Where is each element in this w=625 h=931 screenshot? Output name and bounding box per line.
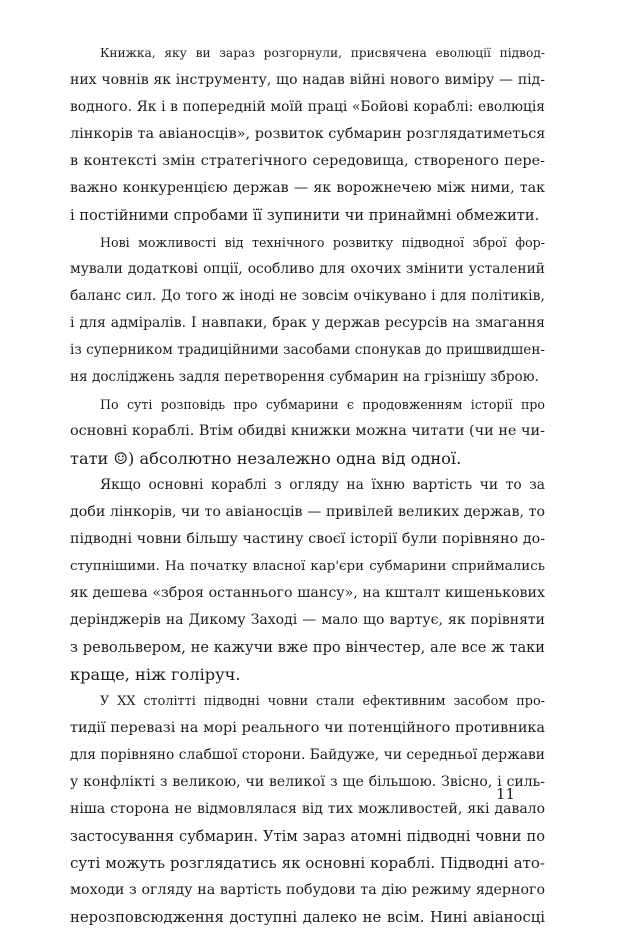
text-line: лінкорів та авіаносців», розвиток субмарин розглядатиметься xyxy=(70,126,546,142)
text-line: У XX столітті підводні човни стали ефективним засобом про- xyxy=(100,694,545,709)
text-line: водного. Як і в попередній моїй праці «Бойові кораблі: еволюція xyxy=(70,99,545,115)
text-line: застосування субмарин. Утім зараз атомні підводні човни по xyxy=(70,828,545,845)
text-line: основні кораблі. Втім обидві книжки можна читати (чи не чи- xyxy=(70,423,545,439)
page-number: 11 xyxy=(496,785,516,803)
text-line: важно конкуренцією держав — як ворожнечею між ними, так xyxy=(70,180,545,196)
page-body xyxy=(70,40,545,931)
text-line: моходи з огляду на вартість побудови та дію режиму ядерного xyxy=(70,882,545,898)
text-line: нерозповсюдження доступні далеко не всім. Нині авіаносці xyxy=(70,909,545,926)
text-line: ступнішими. На початку власної кар'єри субмарини сприймались xyxy=(70,559,545,574)
text-line: Книжка, яку ви зараз розгорнули, присвячена еволюції підвод- xyxy=(100,46,545,60)
paragraph-3 xyxy=(70,391,545,472)
text-line: них човнів як інструменту, що надав війні нового виміру — під- xyxy=(70,72,545,88)
text-line: підводні човни більшу частину своєї історії були порівняно до- xyxy=(70,531,545,547)
text-line: баланс сил. До того ж іноді не зовсім очікувано і для політиків, xyxy=(70,288,545,304)
text-line: як дешева «зброя останнього шансу», на кшталт кишенькових xyxy=(70,585,545,601)
paragraph-1 xyxy=(70,40,545,229)
text-line: Нові можливості від технічного розвитку підводної зброї фор- xyxy=(100,235,545,250)
text-line: у конфлікті з великою, чи великої з ще більшою. Звісно, і силь- xyxy=(70,774,545,790)
text-line: тидії перевазі на морі реального чи потенційного противника xyxy=(70,720,545,736)
text-line: дерінджерів на Дикому Заході — мало що вартує, як порівняти xyxy=(70,612,545,628)
text-line: для порівняно слабшої сторони. Байдуже, чи середньої держави xyxy=(70,747,545,763)
text-line: Якщо основні кораблі з огляду на їхню вартість чи то за xyxy=(100,477,545,493)
text-line: із суперником традиційними засобами спонукав до пришвидшен- xyxy=(70,342,545,358)
text-line: ніша сторона не відмовлялася від тих можливостей, які давало xyxy=(70,801,545,817)
text-line: з револьвером, не кажучи вже про вінчестер, але все ж таки xyxy=(70,639,545,656)
paragraph-5 xyxy=(70,688,545,931)
paragraph-2 xyxy=(70,229,545,391)
text-line: краще, ніж голіруч. xyxy=(70,665,241,684)
text-line: тати ☺) абсолютно незалежно одна від одної. xyxy=(70,449,462,468)
text-line: По суті розповідь про субмарини є продовженням історії про xyxy=(100,397,545,412)
text-line: і постійними спробами її зупинити чи принаймні обмежити. xyxy=(70,207,540,224)
text-line: ня досліджень задля перетворення субмарин на грізнішу зброю. xyxy=(70,369,539,385)
paragraph-4 xyxy=(70,472,545,688)
text-line: доби лінкорів, чи то авіаносців — привілей великих держав, то xyxy=(70,504,545,520)
text-line: мували додаткові опції, особливо для охочих змінити усталений xyxy=(70,261,545,277)
text-line: в контексті змін стратегічного середовища, створеного пере- xyxy=(70,153,545,169)
text-line: суті можуть розглядатись як основні кораблі. Підводні ато- xyxy=(70,854,545,872)
text-line: і для адміралів. І навпаки, брак у держав ресурсів на змагання xyxy=(70,315,545,331)
